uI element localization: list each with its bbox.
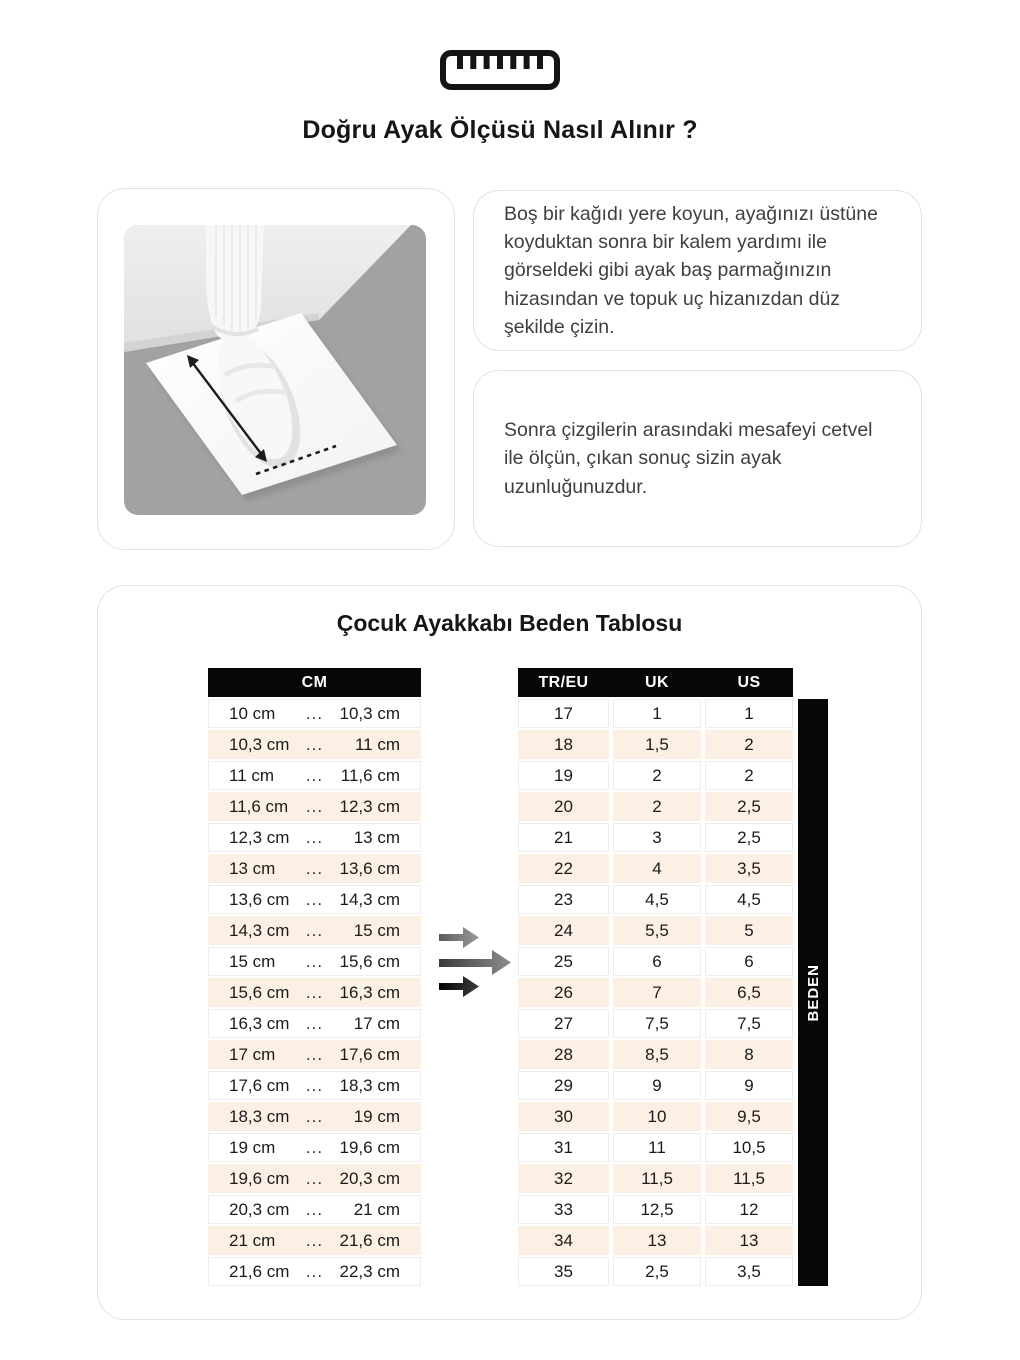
cm-range-row: [208, 854, 421, 883]
size-cell-uk: 1: [613, 699, 701, 728]
size-row: [518, 1102, 793, 1131]
cm-range-row: [208, 792, 421, 821]
cm-from: 19,6 cm: [229, 1168, 290, 1188]
size-cell-uk: 3: [613, 823, 701, 852]
cm-to: 14,3 cm: [339, 889, 400, 909]
cm-range-row: [208, 1257, 421, 1286]
cm-from: 12,3 cm: [229, 827, 290, 847]
instruction-step-2-text: Sonra çizgilerin arasındaki mesafeyi cetvel ile ölçün, çıkan sonuç sizin ayak uzunluğunuzdur.: [504, 419, 873, 498]
size-cell-us: 6,5: [705, 978, 793, 1007]
size-cell-us: 9,5: [705, 1102, 793, 1131]
cm-to: 20,3 cm: [339, 1168, 400, 1188]
size-cell-us: 11,5: [705, 1164, 793, 1193]
range-separator: ...: [305, 1044, 324, 1064]
cm-from: 21 cm: [229, 1230, 276, 1250]
column-header-tr-eu: TR/EU: [538, 673, 589, 691]
range-separator: ...: [305, 796, 324, 816]
size-cell-tr-eu: 23: [518, 885, 609, 914]
cm-to: 11 cm: [354, 734, 400, 754]
cm-range-row: [208, 1009, 421, 1038]
cm-from: 15 cm: [229, 951, 276, 971]
size-row: [518, 823, 793, 852]
range-separator: ...: [305, 1230, 324, 1250]
cm-table-rows: [208, 699, 421, 1288]
size-row: [518, 916, 793, 945]
cm-to: 17,6 cm: [339, 1044, 400, 1064]
cm-range-row: [208, 1133, 421, 1162]
size-cell-uk: 2: [613, 792, 701, 821]
size-row: [518, 1133, 793, 1162]
instruction-step-2: [473, 370, 922, 547]
beden-vertical-banner: [798, 699, 828, 1286]
cm-to: 22,3 cm: [339, 1261, 400, 1281]
cm-range-row: [208, 823, 421, 852]
size-cell-tr-eu: 21: [518, 823, 609, 852]
cm-to: 21 cm: [353, 1199, 400, 1219]
range-separator: ...: [305, 765, 324, 785]
size-row: [518, 978, 793, 1007]
size-cell-uk: 7: [613, 978, 701, 1007]
cm-table-header: CM: [208, 668, 421, 697]
instruction-step-1: [473, 190, 922, 351]
ruler-icon-svg: [440, 50, 560, 90]
range-separator: ...: [305, 1168, 324, 1188]
size-cell-tr-eu: 32: [518, 1164, 609, 1193]
cm-range-row: [208, 885, 421, 914]
size-cell-us: 12: [705, 1195, 793, 1224]
size-cell-us: 2: [705, 761, 793, 790]
size-cell-tr-eu: 33: [518, 1195, 609, 1224]
cm-range-row: [208, 916, 421, 945]
cm-range-row: [208, 761, 421, 790]
size-cell-tr-eu: 26: [518, 978, 609, 1007]
size-cell-uk: 6: [613, 947, 701, 976]
size-cell-uk: 10: [613, 1102, 701, 1131]
range-separator: ...: [305, 858, 324, 878]
size-cell-us: 7,5: [705, 1009, 793, 1038]
size-cell-tr-eu: 27: [518, 1009, 609, 1038]
cm-from: 21,6 cm: [229, 1261, 290, 1281]
cm-from: 17,6 cm: [229, 1075, 290, 1095]
size-cell-us: 1: [705, 699, 793, 728]
size-row: [518, 730, 793, 759]
cm-range-row: [208, 1071, 421, 1100]
size-row: [518, 1164, 793, 1193]
column-header-us: US: [737, 673, 761, 691]
range-separator: ...: [305, 703, 324, 723]
size-cell-uk: 2: [613, 761, 701, 790]
size-cell-tr-eu: 30: [518, 1102, 609, 1131]
size-table-header: [518, 668, 793, 697]
size-table-title: Çocuk Ayakkabı Beden Tablosu: [336, 610, 683, 636]
cm-to: 18,3 cm: [339, 1075, 400, 1095]
range-separator: ...: [305, 1075, 324, 1095]
size-cell-tr-eu: 35: [518, 1257, 609, 1286]
range-separator: ...: [305, 1137, 324, 1157]
size-cell-uk: 4,5: [613, 885, 701, 914]
cm-from: 14,3 cm: [229, 920, 290, 940]
size-cell-tr-eu: 22: [518, 854, 609, 883]
size-cell-uk: 11: [613, 1133, 701, 1162]
cm-range-row: [208, 947, 421, 976]
cm-to: 13,6 cm: [339, 858, 400, 878]
cm-range-row: [208, 1195, 421, 1224]
size-cell-tr-eu: 17: [518, 699, 609, 728]
size-table-card: [97, 585, 922, 1320]
size-cell-uk: 4: [613, 854, 701, 883]
cm-from: 13 cm: [229, 858, 276, 878]
size-cell-us: 8: [705, 1040, 793, 1069]
cm-to: 11,6 cm: [340, 765, 400, 785]
size-cell-us: 3,5: [705, 854, 793, 883]
cm-from: 17 cm: [229, 1044, 276, 1064]
cm-range-row: [208, 1164, 421, 1193]
size-row: [518, 947, 793, 976]
cm-from: 18,3 cm: [229, 1106, 290, 1126]
size-row: [518, 1009, 793, 1038]
range-separator: ...: [305, 920, 324, 940]
size-cell-uk: 7,5: [613, 1009, 701, 1038]
size-row: [518, 761, 793, 790]
cm-to: 16,3 cm: [339, 982, 400, 1002]
range-separator: ...: [305, 734, 324, 754]
size-cell-us: 4,5: [705, 885, 793, 914]
size-table-rows: [518, 699, 793, 1288]
size-cell-us: 2,5: [705, 823, 793, 852]
size-cell-tr-eu: 18: [518, 730, 609, 759]
size-cell-us: 3,5: [705, 1257, 793, 1286]
size-row: [518, 1195, 793, 1224]
size-cell-uk: 8,5: [613, 1040, 701, 1069]
cm-range-row: [208, 978, 421, 1007]
beden-label: BEDEN: [804, 963, 822, 1022]
size-row: [518, 1226, 793, 1255]
size-row: [518, 699, 793, 728]
cm-range-row: [208, 1040, 421, 1069]
cm-range-row: [208, 730, 421, 759]
cm-from: 19 cm: [229, 1137, 276, 1157]
range-separator: ...: [305, 982, 324, 1002]
size-cell-uk: 13: [613, 1226, 701, 1255]
cm-range-row: [208, 1226, 421, 1255]
cm-to: 10,3 cm: [339, 703, 400, 723]
cm-from: 20,3 cm: [229, 1199, 290, 1219]
cm-to: 17 cm: [353, 1013, 400, 1033]
cm-range-row: [208, 1102, 421, 1131]
size-cell-uk: 5,5: [613, 916, 701, 945]
cm-to: 19 cm: [353, 1106, 400, 1126]
cm-to: 12,3 cm: [339, 796, 400, 816]
ruler-icon: [0, 50, 1000, 90]
cm-range-row: [208, 699, 421, 728]
size-cell-tr-eu: 29: [518, 1071, 609, 1100]
cm-to: 15 cm: [353, 920, 400, 940]
range-separator: ...: [305, 951, 324, 971]
size-cell-us: 13: [705, 1226, 793, 1255]
page-title: Doğru Ayak Ölçüsü Nasıl Alınır ?: [302, 116, 698, 144]
size-cell-tr-eu: 25: [518, 947, 609, 976]
size-cell-uk: 11,5: [613, 1164, 701, 1193]
size-row: [518, 854, 793, 883]
size-cell-tr-eu: 20: [518, 792, 609, 821]
cm-from: 15,6 cm: [229, 982, 290, 1002]
range-separator: ...: [305, 1199, 324, 1219]
size-row: [518, 792, 793, 821]
size-cell-uk: 9: [613, 1071, 701, 1100]
size-cell-uk: 1,5: [613, 730, 701, 759]
measurement-photo-card: [97, 188, 455, 550]
column-header-uk: UK: [645, 673, 669, 691]
size-cell-tr-eu: 28: [518, 1040, 609, 1069]
size-row: [518, 1040, 793, 1069]
size-cell-uk: 2,5: [613, 1257, 701, 1286]
cm-to: 15,6 cm: [339, 951, 400, 971]
size-row: [518, 1257, 793, 1286]
instruction-step-1-text: Boş bir kağıdı yere koyun, ayağınızı üstüne koyduktan sonra bir kalem yardımı ile görseldeki gibi ayak baş parmağınızın hizasından ve topuk uç hizanızdan düz şekilde çizin.: [504, 203, 878, 338]
range-separator: ...: [305, 1261, 324, 1281]
range-separator: ...: [305, 827, 324, 847]
mapping-arrows-icon: [436, 922, 516, 1012]
size-cell-us: 10,5: [705, 1133, 793, 1162]
cm-from: 13,6 cm: [229, 889, 290, 909]
size-cell-us: 5: [705, 916, 793, 945]
range-separator: ...: [305, 1013, 324, 1033]
cm-to: 13 cm: [353, 827, 400, 847]
range-separator: ...: [305, 889, 324, 909]
size-cell-tr-eu: 31: [518, 1133, 609, 1162]
size-row: [518, 1071, 793, 1100]
cm-to: 21,6 cm: [339, 1230, 400, 1250]
size-cell-us: 6: [705, 947, 793, 976]
cm-from: 16,3 cm: [229, 1013, 290, 1033]
cm-from: 10 cm: [229, 703, 276, 723]
cm-from: 11,6 cm: [229, 796, 289, 816]
size-cell-tr-eu: 34: [518, 1226, 609, 1255]
foot-measurement-photo: [124, 225, 426, 515]
cm-from: 10,3 cm: [229, 734, 290, 754]
size-cell-tr-eu: 24: [518, 916, 609, 945]
cm-from: 11 cm: [229, 765, 275, 785]
size-cell-tr-eu: 19: [518, 761, 609, 790]
size-cell-us: 9: [705, 1071, 793, 1100]
size-row: [518, 885, 793, 914]
size-cell-us: 2: [705, 730, 793, 759]
size-cell-us: 2,5: [705, 792, 793, 821]
cm-to: 19,6 cm: [339, 1137, 400, 1157]
size-cell-uk: 12,5: [613, 1195, 701, 1224]
range-separator: ...: [305, 1106, 324, 1126]
